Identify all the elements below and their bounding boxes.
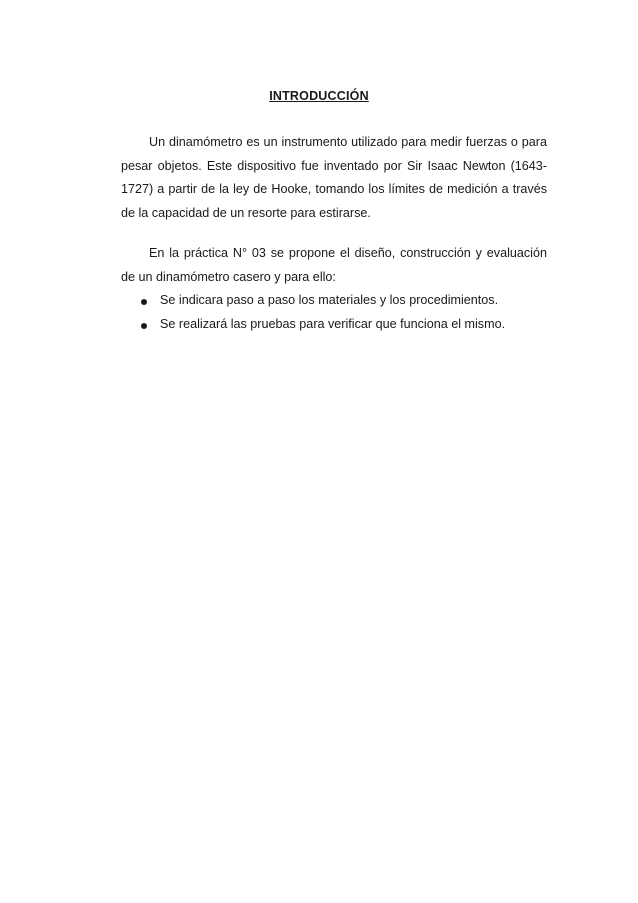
intro-paragraph: Un dinamómetro es un instrumento utilizado para medir fuerzas o para pesar objetos. Este dispositivo fue inventado por Sir Isaac Newton (1643-1727) a partir de la ley de Hooke, tomando los límites de medición a través de la capacidad de un resorte para estirarse. bbox=[121, 135, 547, 220]
bullet-icon bbox=[141, 299, 147, 305]
list-item bbox=[121, 289, 547, 313]
bullet-icon bbox=[141, 323, 147, 329]
bullet-list bbox=[121, 289, 547, 336]
page-title: INTRODUCCIÓN bbox=[269, 89, 369, 103]
list-item-text: Se indicara paso a paso los materiales y los procedimientos. bbox=[160, 293, 499, 307]
practice-paragraph: En la práctica N° 03 se propone el diseño, construcción y evaluación de un dinamómetro casero y para ello: bbox=[121, 246, 547, 284]
list-item bbox=[121, 313, 547, 337]
list-item-text: Se realizará las pruebas para verificar que funciona el mismo. bbox=[160, 316, 506, 331]
